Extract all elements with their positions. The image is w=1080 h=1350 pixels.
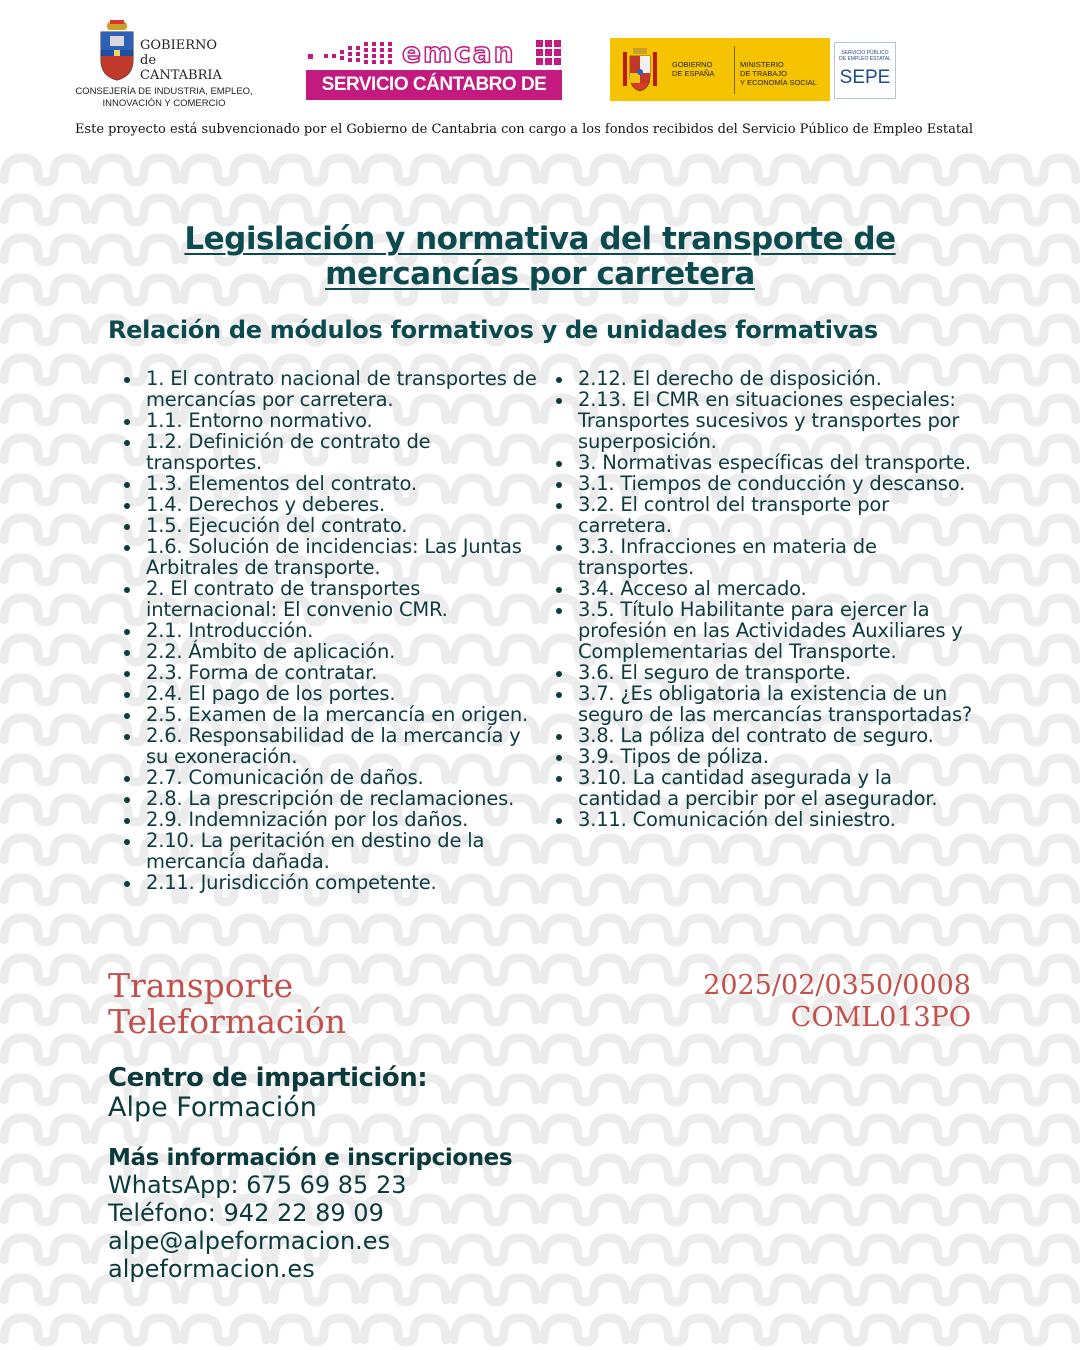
module-item: 2.5. Examen de la mercancía en origen. <box>118 704 548 725</box>
logo-divider <box>734 46 735 94</box>
gobierno-cantabria-logo <box>68 20 260 112</box>
module-item: 3.9. Tipos de póliza. <box>550 746 980 767</box>
module-item: 3.3. Infracciones en materia de transportes. <box>550 536 980 578</box>
module-item: 3.1. Tiempos de conducción y descanso. <box>550 473 980 494</box>
phone-contact[interactable]: Teléfono: 942 22 89 09 <box>108 1199 384 1227</box>
modules-list-right <box>550 368 980 830</box>
course-title: Legislación y normativa del transporte de mercancías por carretera <box>184 221 896 292</box>
module-item: 3.10. La cantidad asegurada y la cantidad a percibir por el asegurador. <box>550 767 980 809</box>
sepe-logo <box>834 42 896 99</box>
cantabria-name: GOBIERNO de CANTABRIA <box>140 38 222 83</box>
module-item: 1.6. Solución de incidencias: Las Juntas Arbitrales de transporte. <box>118 536 548 578</box>
expedient-code: 2025/02/0350/0008 <box>703 970 971 1001</box>
module-item: 2.1. Introducción. <box>118 620 548 641</box>
email-link[interactable]: alpe@alpeformacion.es <box>108 1227 391 1255</box>
sepe-full-name: SERVICIO PÚBLICO DE EMPLEO ESTATAL <box>839 50 891 62</box>
center-label: Centro de impartición: <box>108 1063 428 1093</box>
module-item: 3.11. Comunicación del siniestro. <box>550 809 980 830</box>
module-item: 2.2. Ámbito de aplicación. <box>118 641 548 662</box>
module-item: 2.9. Indemnización por los daños. <box>118 809 548 830</box>
header <box>0 0 1080 150</box>
course-modality: Teleformación <box>108 1002 347 1041</box>
module-item: 3.6. El seguro de transporte. <box>550 662 980 683</box>
emcan-dots-icon <box>306 40 398 66</box>
module-item: 1.2. Definición de contrato de transportes. <box>118 431 548 473</box>
module-item: 2.6. Responsabilidad de la mercancía y su exoneración. <box>118 725 548 767</box>
module-item: 2.13. El CMR en situaciones especiales: Transportes sucesivos y transportes por superposición. <box>550 389 980 452</box>
course-family-modality <box>108 968 528 1040</box>
module-item: 3.5. Título Habilitante para ejercer la profesión en las Actividades Auxiliares y Complementarias del Transporte. <box>550 599 980 662</box>
spain-coat-of-arms-icon <box>620 44 660 94</box>
cantabria-department: CONSEJERÍA DE INDUSTRIA, EMPLEO, INNOVACIÓN Y COMERCIO <box>75 86 253 109</box>
emcan-wordmark: emcan <box>402 36 516 69</box>
module-item: 2.12. El derecho de disposición. <box>550 368 980 389</box>
whatsapp-contact[interactable]: WhatsApp: 675 69 85 23 <box>108 1171 407 1199</box>
module-item: 2.3. Forma de contratar. <box>118 662 548 683</box>
gobierno-espana-logo <box>610 38 830 101</box>
module-item: 3.8. La póliza del contrato de seguro. <box>550 725 980 746</box>
module-item: 1.4. Derechos y deberes. <box>118 494 548 515</box>
cantabria-crest-icon <box>98 20 136 82</box>
gobierno-espana-name: GOBIERNO DE ESPAÑA <box>672 60 715 78</box>
module-item: 2. El contrato de transportes internacional: El convenio CMR. <box>118 578 548 620</box>
course-codes <box>560 970 971 1034</box>
module-item: 1.3. Elementos del contrato. <box>118 473 548 494</box>
module-item: 2.7. Comunicación de daños. <box>118 767 548 788</box>
course-family: Transporte <box>108 966 294 1005</box>
modules-list-left <box>118 368 548 893</box>
module-item: 2.4. El pago de los portes. <box>118 683 548 704</box>
module-item: 3.7. ¿Es obligatoria la existencia de un seguro de las mercancías transportadas? <box>550 683 980 725</box>
module-item: 1.1. Entorno normativo. <box>118 410 548 431</box>
emcan-bar: SERVICIO CÁNTABRO DE EMPLEO <box>306 70 562 100</box>
module-item: 1.5. Ejecución del contrato. <box>118 515 548 536</box>
module-item: 2.11. Jurisdicción competente. <box>118 872 548 893</box>
website-link[interactable]: alpeformacion.es <box>108 1255 315 1283</box>
module-item: 3. Normativas específicas del transporte. <box>550 452 980 473</box>
module-item: 2.8. La prescripción de reclamaciones. <box>118 788 548 809</box>
module-item: 3.2. El control del transporte por carretera. <box>550 494 980 536</box>
module-item: 2.10. La peritación en destino de la mercancía dañada. <box>118 830 548 872</box>
module-item: 3.4. Acceso al mercado. <box>550 578 980 599</box>
center-name: Alpe Formación <box>108 1092 317 1123</box>
emcan-logo <box>306 36 564 125</box>
funding-note: Este proyecto está subvencionado por el Gobierno de Cantabria con cargo a los fondos recibidos del Servicio Público de Empleo Estatal <box>74 122 974 137</box>
contact-heading: Más información e inscripciones <box>108 1145 513 1171</box>
emcan-grid-icon <box>536 40 562 66</box>
ministerio-name: MINISTERIO DE TRABAJO Y ECONOMÍA SOCIAL <box>740 60 817 87</box>
sepe-wordmark: SEPE <box>839 67 891 88</box>
module-item: 1. El contrato nacional de transportes de mercancías por carretera. <box>118 368 548 410</box>
course-code: COML013PO <box>790 1002 971 1033</box>
modules-subtitle: Relación de módulos formativos y de unidades formativas <box>108 316 878 344</box>
